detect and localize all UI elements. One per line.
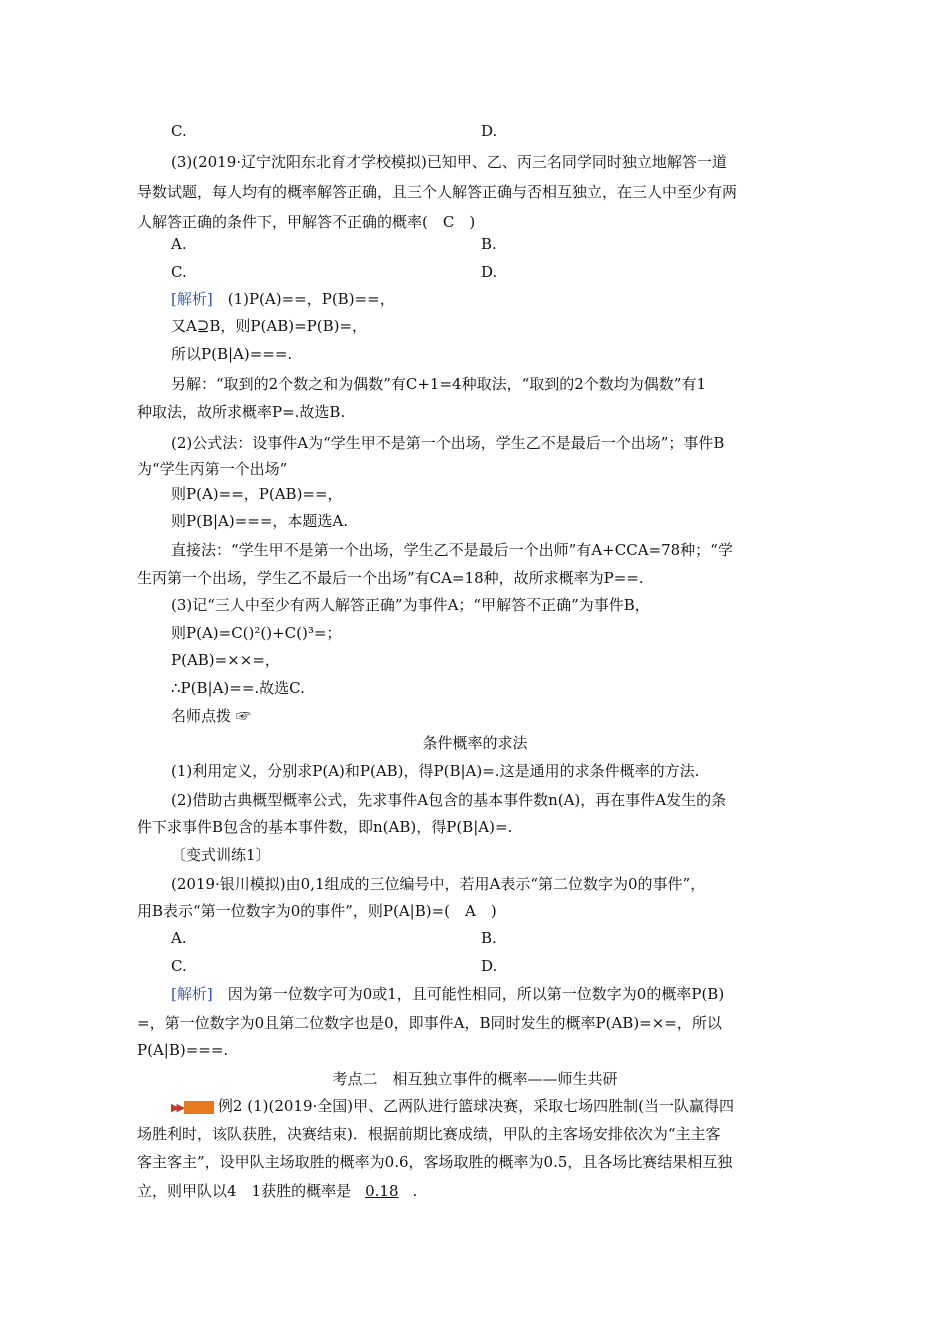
exercise-line: 用B表示“第一位数字为0的事件”，则P(A|B)=( A ): [137, 902, 497, 920]
example-text: 例2 (1)(2019·全国)甲、乙两队进行篮球决赛，采取七场四胜制(当一队赢得四: [217, 1097, 734, 1115]
example-badge-icon: ▶▶: [171, 1096, 218, 1118]
option-a: A.: [171, 235, 187, 253]
analysis-tag: [解析]: [171, 290, 213, 308]
solution-line: 另解：“取到的2个数之和为偶数”有C+1=4种取法，“取到的2个数均为偶数”有1: [171, 375, 707, 393]
solution-line: 为“学生丙第一个出场”: [137, 460, 288, 478]
tip-line: (2)借助古典概型概率公式，先求事件A包含的基本事件数n(A)，再在事件A发生的条: [171, 791, 727, 809]
option-c: C.: [171, 957, 187, 975]
example-line: [137, 1181, 417, 1201]
solution-line: 直接法：“学生甲不是第一个出场，学生乙不是最后一个出师”有A+CCA=78种；“学: [171, 541, 733, 559]
option-b: B.: [481, 235, 497, 253]
question-3-line-2: 导数试题，每人均有的概率解答正确，且三个人解答正确与否相互独立，在三人中至少有两: [137, 183, 738, 201]
analysis-text: (1)P(A)==，P(B)==，: [212, 290, 395, 308]
answer-blank: 0.18: [365, 1182, 399, 1200]
exercise-line: (2019·银川模拟)由0,1组成的三位编号中，若用A表示“第二位数字为0的事件”，: [171, 875, 706, 893]
solution-line: 则P(A)=C()²()+C()³=；: [171, 624, 342, 642]
tip-line: 件下求事件B包含的基本事件数，即n(AB)，得P(B|A)=.: [137, 818, 513, 836]
example-line: 场胜利时，该队获胜，决赛结束)．根据前期比赛成绩，甲队的主客场安排依次为“主主客: [137, 1125, 721, 1143]
solution-line: 则P(B|A)===，本题选A.: [171, 512, 349, 530]
solution-line: P(AB)=××=，: [171, 651, 280, 669]
solution-line: 则P(A)==，P(AB)==，: [171, 485, 343, 503]
solution-line: =，第一位数字为0且第二位数字也是0，即事件A，B同时发生的概率P(AB)=×=，所以: [137, 1014, 722, 1032]
tip-heading: 条件概率的求法: [422, 734, 528, 752]
option-d: D.: [481, 957, 498, 975]
solution-line: (2)公式法：设事件A为“学生甲不是第一个出场，学生乙不是最后一个出场”；事件B: [171, 434, 725, 452]
option-b: B.: [481, 929, 497, 947]
section-heading: 考点二 相互独立事件的概率——师生共研: [332, 1070, 618, 1088]
example-line: 客主客主”，设甲队主场取胜的概率为0.6，客场取胜的概率为0.5，且各场比赛结果相互独: [137, 1153, 733, 1171]
analysis-tag: [解析]: [171, 985, 213, 1003]
question-3-line-3: 人解答正确的条件下，甲解答不正确的概率( C ): [137, 213, 476, 231]
teacher-tip-label: 名师点拨 ☞: [171, 707, 251, 725]
analysis-text: 因为第一位数字可为0或1，且可能性相同，所以第一位数字为0的概率P(B): [212, 985, 725, 1003]
option-d: D.: [481, 263, 498, 281]
tip-line: (1)利用定义，分别求P(A)和P(AB)，得P(B|A)=.这是通用的求条件概率的方法.: [171, 762, 700, 780]
solution-line: 又A⊇B，则P(AB)=P(B)=，: [171, 317, 368, 335]
example-line: [171, 1096, 734, 1118]
option-d: D.: [481, 122, 498, 140]
solution-line: (3)记“三人中至少有两人解答正确”为事件A；“甲解答不正确”为事件B，: [171, 596, 650, 614]
solution-line: 种取法，故所求概率P=.故选B.: [137, 403, 346, 421]
example-end: .: [412, 1182, 418, 1200]
analysis-line: [171, 984, 724, 1004]
exercise-heading: 〔变式训练1〕: [171, 846, 271, 864]
option-c: C.: [171, 263, 187, 281]
option-a: A.: [171, 929, 187, 947]
question-3-line-1: (3)(2019·辽宁沈阳东北育才学校模拟)已知甲、乙、丙三名同学同时独立地解答一道: [171, 153, 727, 171]
analysis-line: [171, 289, 395, 309]
solution-line: ∴P(B|A)==.故选C.: [171, 679, 305, 697]
option-c: C.: [171, 122, 187, 140]
solution-line: P(A|B)===.: [137, 1041, 229, 1059]
example-text: 立，则甲队以4 1获胜的概率是: [137, 1182, 352, 1200]
solution-line: 生丙第一个出场，学生乙不最后一个出场”有CA=18种，故所求概率为P==.: [137, 569, 644, 587]
solution-line: 所以P(B|A)===.: [171, 345, 293, 363]
